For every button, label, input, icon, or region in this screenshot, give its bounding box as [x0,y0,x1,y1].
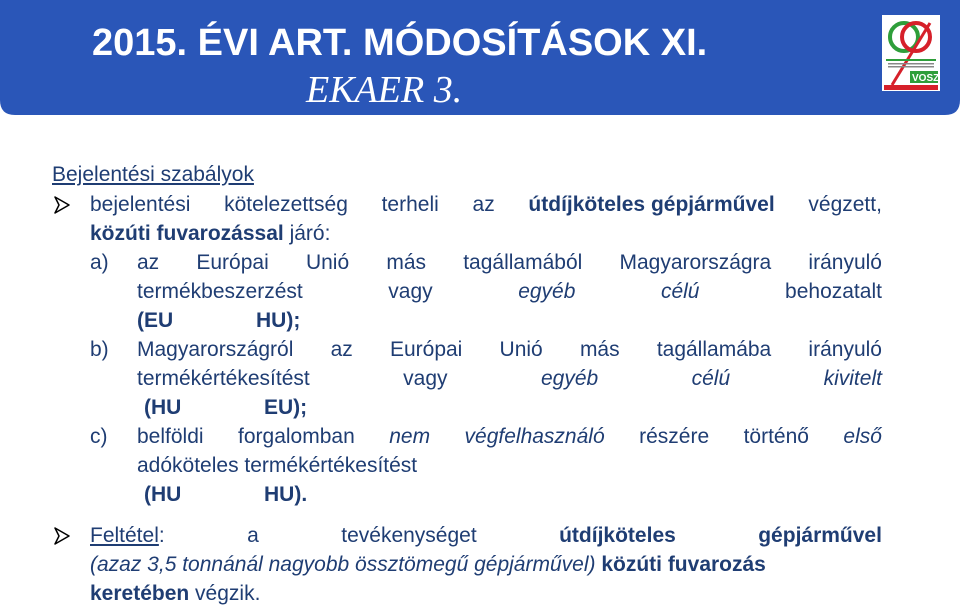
word: az [472,193,495,216]
word-bold: útdíjköteles gépjárművel [528,193,775,216]
item-b-line1 [137,338,882,362]
phrase: járó: [283,222,331,245]
word: tevékenységet [341,524,477,547]
word: Unió [499,338,543,361]
bullet1-line2 [90,222,330,246]
bold-phrase: közúti fuvarozással [90,222,284,245]
word: kötelezettség [224,193,348,216]
word: terheli [381,193,439,216]
word: Unió [305,251,350,274]
item-b-line3-left: (HU [144,396,182,419]
condition-line3 [90,582,260,606]
item-b-line2 [137,367,882,391]
word-italic: első [843,425,882,448]
word: Magyarországra [619,251,772,274]
item-a-line3-left: (EU [137,309,174,332]
word: a [247,524,259,547]
word-italic: célú [691,367,731,390]
word: vagy [403,367,448,390]
word: Európai [389,338,463,361]
word: részére [639,425,710,448]
word-italic: egyéb [540,367,599,390]
word-italic: egyéb [518,280,576,303]
item-a-line3-right: HU); [256,309,301,332]
word: behozatalt [785,280,882,303]
item-a-marker: a) [90,251,109,274]
word: történő [743,425,809,448]
word: az [137,251,160,274]
word: termékértékesítést [137,367,310,390]
word-italic: végfelhasználó [464,425,605,448]
phrase: végzik. [189,582,261,605]
word: tagállamába [656,338,772,361]
title-line-2: EKAER 3. [306,69,463,111]
section-heading: Bejelentési szabályok [52,163,254,186]
word: bejelentési [90,193,191,216]
word: termékbeszerzést [137,280,303,303]
word: Magyarországról [137,338,294,361]
word-italic: nem [389,425,431,448]
word: más [579,338,620,361]
condition-label-group [90,524,165,548]
item-c-line1 [137,425,882,449]
arrow-bullet-icon [54,196,70,214]
word: más [386,251,427,274]
word-italic: célú [660,280,700,303]
item-c-line2: adóköteles termékértékesítést [137,454,418,477]
item-c-marker: c) [90,425,108,448]
item-c-line3-left: (HU [144,483,182,506]
word: végzett, [808,193,882,216]
word: forgalomban [238,425,355,448]
word: belföldi [137,425,204,448]
word-italic: kivitelt [823,367,882,390]
item-b-marker: b) [90,338,109,361]
word: irányuló [808,338,882,361]
item-b-line3-right: EU); [264,396,308,419]
condition-label: Feltétel [90,524,159,547]
title-line-1: 2015. ÉVI ART. MÓDOSÍTÁSOK XI. [92,22,708,64]
word: vagy [388,280,433,303]
logo-text: VOSZ [912,73,940,84]
bold-phrase: közúti fuvarozás [595,553,766,576]
word: irányuló [808,251,882,274]
italic-phrase: (azaz 3,5 tonnánál nagyobb össztömegű gépjárművel) [90,553,596,576]
colon: : [158,524,165,547]
bullet1-line1 [90,193,882,217]
arrow-bullet-icon [54,527,70,545]
word: az [330,338,353,361]
item-c-line3-right: HU). [264,483,308,506]
word: Európai [196,251,269,274]
item-a-line1 [137,251,882,275]
word-bold: gépjárművel [758,524,882,547]
condition-line2 [90,553,766,577]
condition-line1 [90,524,882,548]
word-bold: útdíjköteles [559,524,676,547]
bold-phrase: keretében [90,582,190,605]
item-a-line2 [137,280,882,304]
word: tagállamából [463,251,583,274]
